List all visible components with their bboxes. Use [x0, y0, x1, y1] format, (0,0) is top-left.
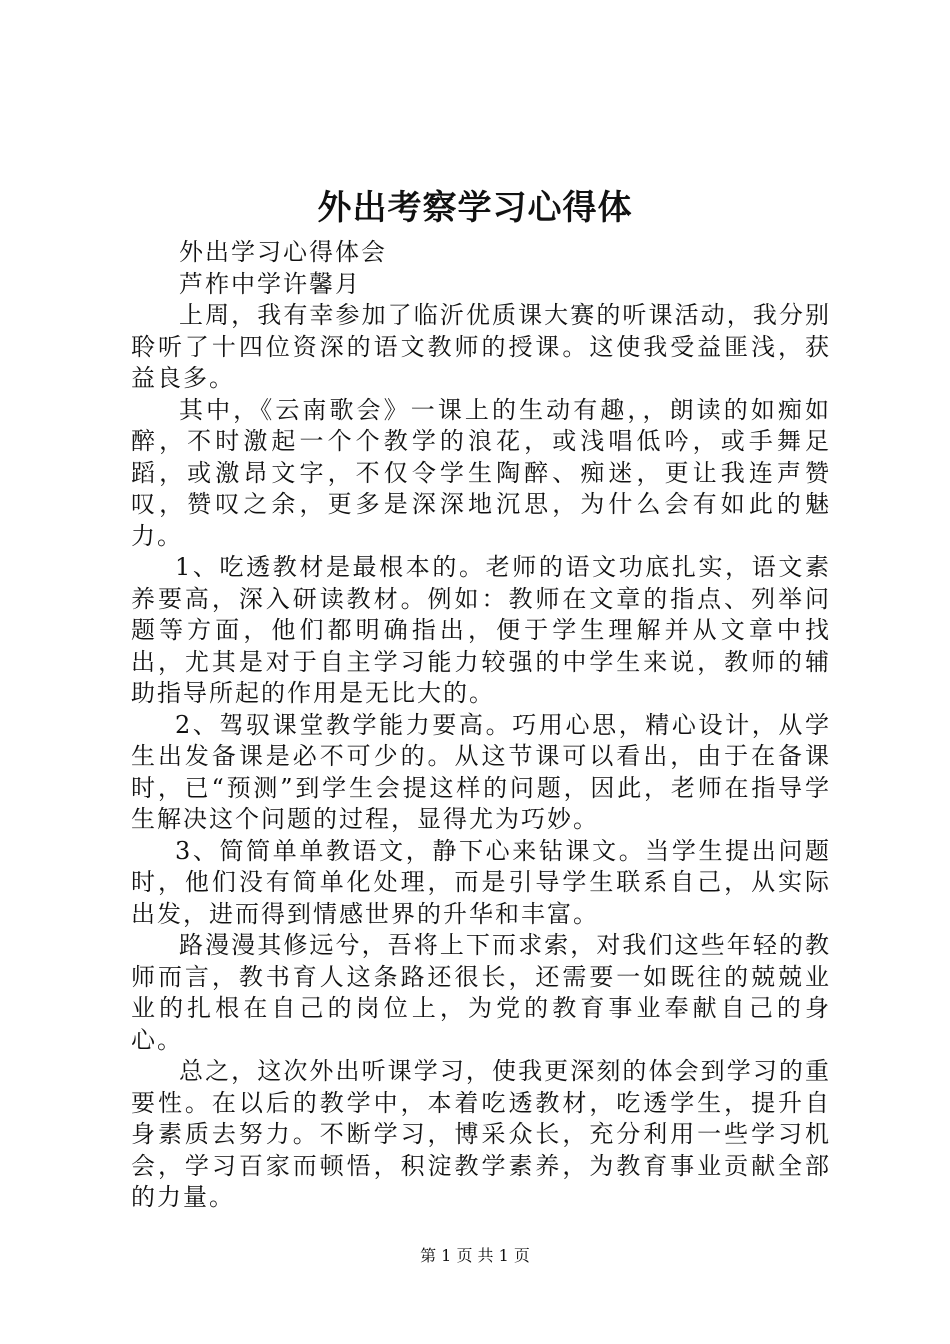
paragraph: 路漫漫其修远兮，吾将上下而求索，对我们这些年轻的教师而言，教书育人这条路还很长，还需要一如既往的兢兢业业的扎根在自己的岗位上，为党的教育事业奉献自己的身心。 — [131, 931, 831, 1054]
page-footer: 第 1 页 共 1 页 — [420, 1246, 530, 1265]
paragraph-point-1: 1、吃透教材是最根本的。老师的语文功底扎实，语文素养要高，深入研读教材。例如：教师在文章的指点、列举问题等方面，他们都明确指出，便于学生理解并从文章中找出，尤其是对于自主学习能力较强的中学生来说，教师的辅助指导所起的作用是无比大的。 — [131, 553, 831, 707]
author-line: 芦柞中学许馨月 — [179, 269, 361, 298]
paragraph: 上周，我有幸参加了临沂优质课大赛的听课活动，我分别聆听了十四位资深的语文教师的授课。这使我受益匪浅，获益良多。 — [131, 301, 831, 392]
paragraph-point-3: 3、简简单单教语文，静下心来钻课文。当学生提出问题时，他们没有简单化处理，而是引导学生联系自己，从实际出发，进而得到情感世界的升华和丰富。 — [131, 836, 831, 928]
paragraph-point-2: 2、驾驭课堂教学能力要高。巧用心思，精心设计，从学生出发备课是必不可少的。从这节课可以看出，由于在备课时，已“预测”到学生会提这样的问题，因此，老师在指导学生解决这个问题的过程，显得尤为巧妙。 — [131, 710, 831, 833]
document-body — [131, 237, 831, 1214]
paragraph: 其中，《云南歌会》一课上的生动有趣，，朗读的如痴如醉，不时激起一个个教学的浪花，或浅唱低吟，或手舞足蹈，或激昂文字，不仅令学生陶醉、痴迷，更让我连声赞叹，赞叹之余，更多是深深地沉思，为什么会有如此的魅力。 — [131, 395, 831, 550]
document-title: 外出考察学习心得体 — [317, 188, 633, 228]
paragraph-conclusion: 总之，这次外出听课学习，使我更深刻的体会到学习的重要性。在以后的教学中，本着吃透教材，吃透学生，提升自身素质去努力。不断学习，博采众长，充分利用一些学习机会，学习百家而顿悟，积淀教学素养，为教育事业贡献全部的力量。 — [131, 1057, 831, 1211]
subtitle-line: 外出学习心得体会 — [179, 238, 387, 266]
